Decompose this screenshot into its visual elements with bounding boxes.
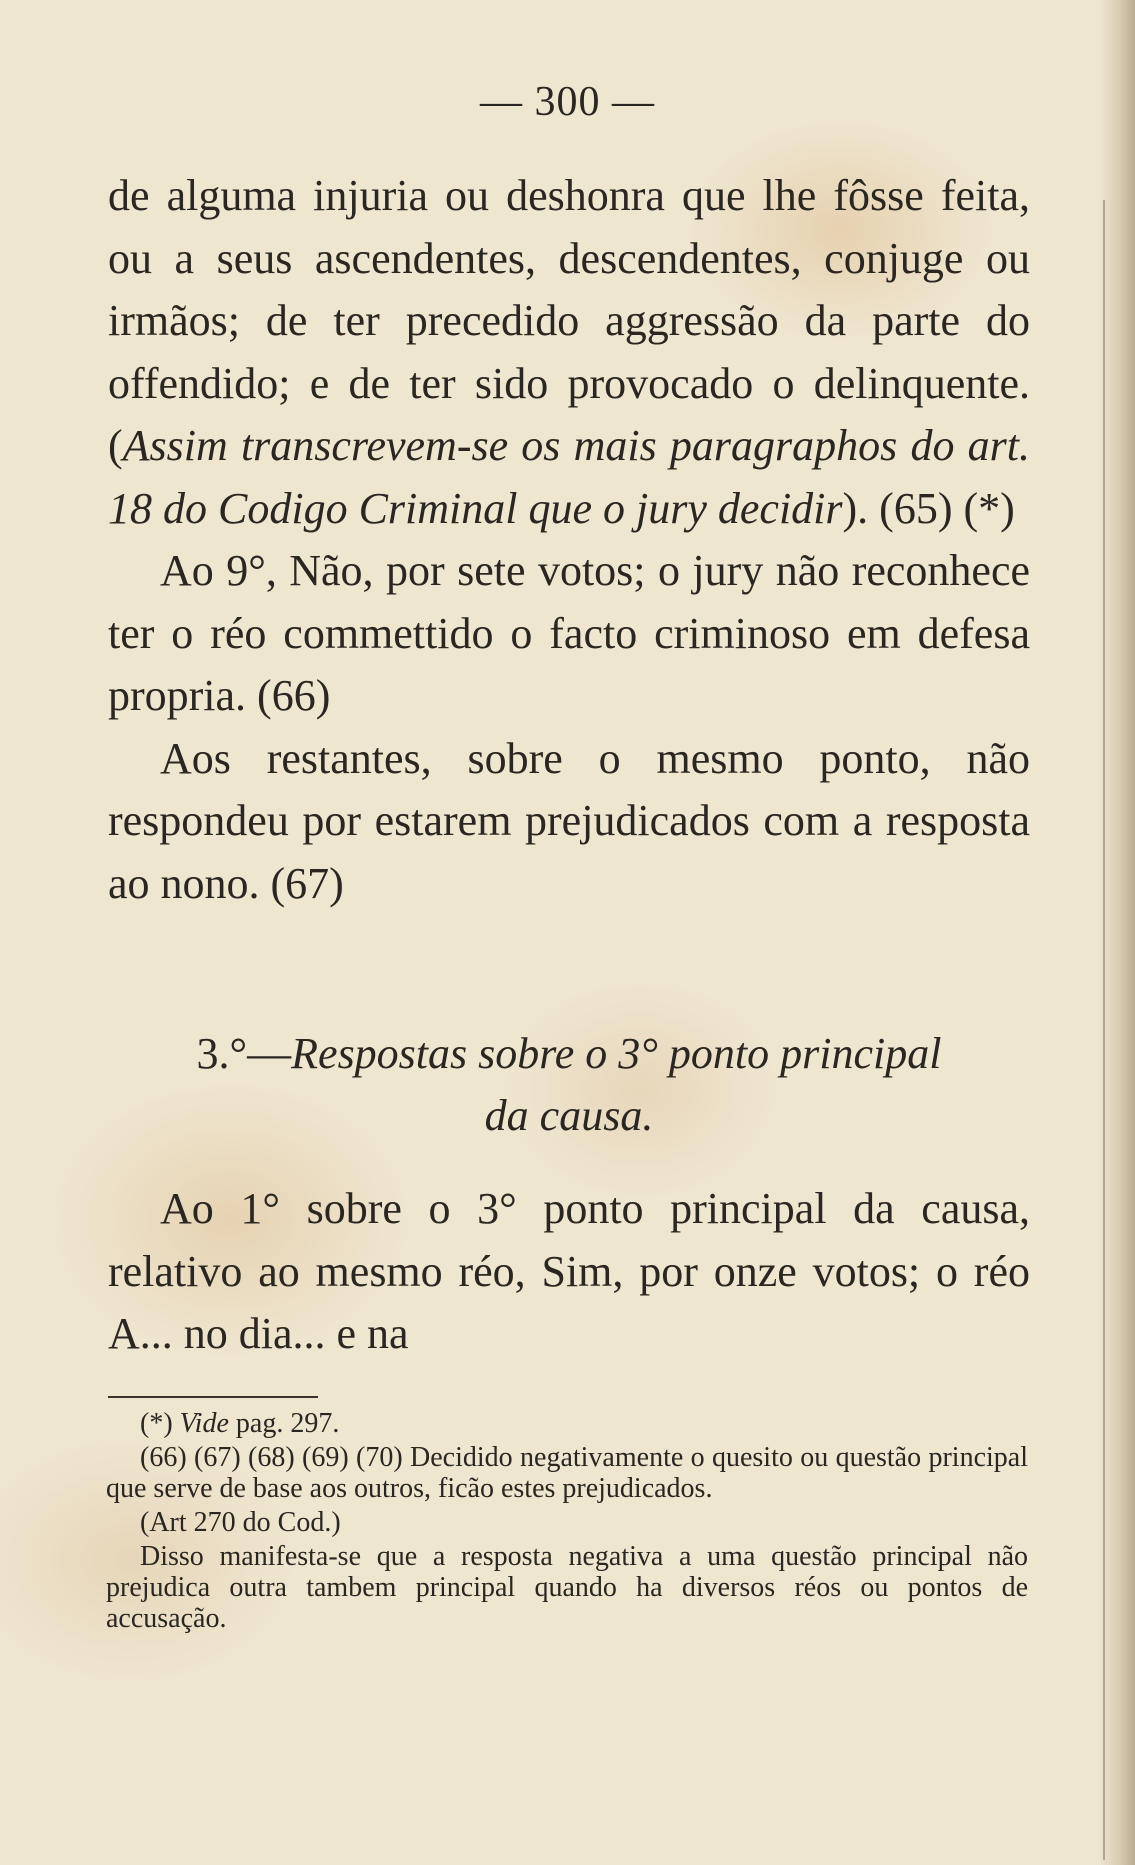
footnote-3: (Art 270 do Cod.) (140, 1507, 341, 1538)
paragraph-1-text: de alguma injuria ou deshonra que lhe fôsse feita, ou a seus ascendentes, descendentes, conjuge ou irmãos; de ter precedido aggressão da parte do offendido; e de ter sido provocado o delinquente. ( (108, 171, 1030, 470)
footnote-2: (66) (67) (68) (69) (70) Decidido negativamente o quesito ou questão principal que serve de base aos outros, ficão estes prejudicados. (106, 1442, 1028, 1504)
page-edge-line (1103, 200, 1105, 1860)
section-heading-title: Respostas sobre o 3° ponto principal (291, 1029, 942, 1078)
footnotes (106, 1408, 1028, 1637)
section-heading-line-1 (108, 1023, 1030, 1085)
footnote-1-mark: (*) (140, 1408, 173, 1439)
paragraph-1 (108, 165, 1030, 540)
section-heading (108, 1023, 1030, 1147)
paragraph-4: Ao 1° sobre o 3° ponto principal da causa, relativo ao mesmo réo, Sim, por onze votos; o réo A... no dia... e na (108, 1184, 1030, 1358)
footnote-4: Disso manifesta-se que a resposta negativa a uma questão principal não prejudica outra tambem principal quando ha diversos réos ou pontos de accusação. (106, 1541, 1028, 1634)
paragraph-1-end: ). (65) (*) (842, 483, 1015, 533)
page-number: — 300 — (480, 79, 655, 125)
paragraph-2: Ao 9°, Não, por sete votos; o jury não reconhece ter o réo commettido o facto criminoso em defesa propria. (66) (108, 546, 1030, 720)
paragraph-3: Aos restantes, sobre o mesmo ponto, não respondeu por estarem prejudicados com a resposta ao nono. (67) (108, 733, 1030, 908)
footnote-rule (108, 1396, 318, 1398)
body-text (108, 165, 1030, 915)
section-heading-number: 3.°— (196, 1029, 292, 1078)
footnote-1-text: pag. 297. (235, 1408, 340, 1439)
section-heading-line-2: da causa. (484, 1091, 654, 1140)
paragraph-1-italic: Assim transcrevem-se os mais paragraphos do art. 18 do Codigo Criminal que o jury decidir (108, 421, 1030, 533)
body-text-2 (108, 1178, 1030, 1366)
footnote-1-italic: Vide (179, 1408, 229, 1439)
footnote-1 (106, 1408, 1028, 1439)
